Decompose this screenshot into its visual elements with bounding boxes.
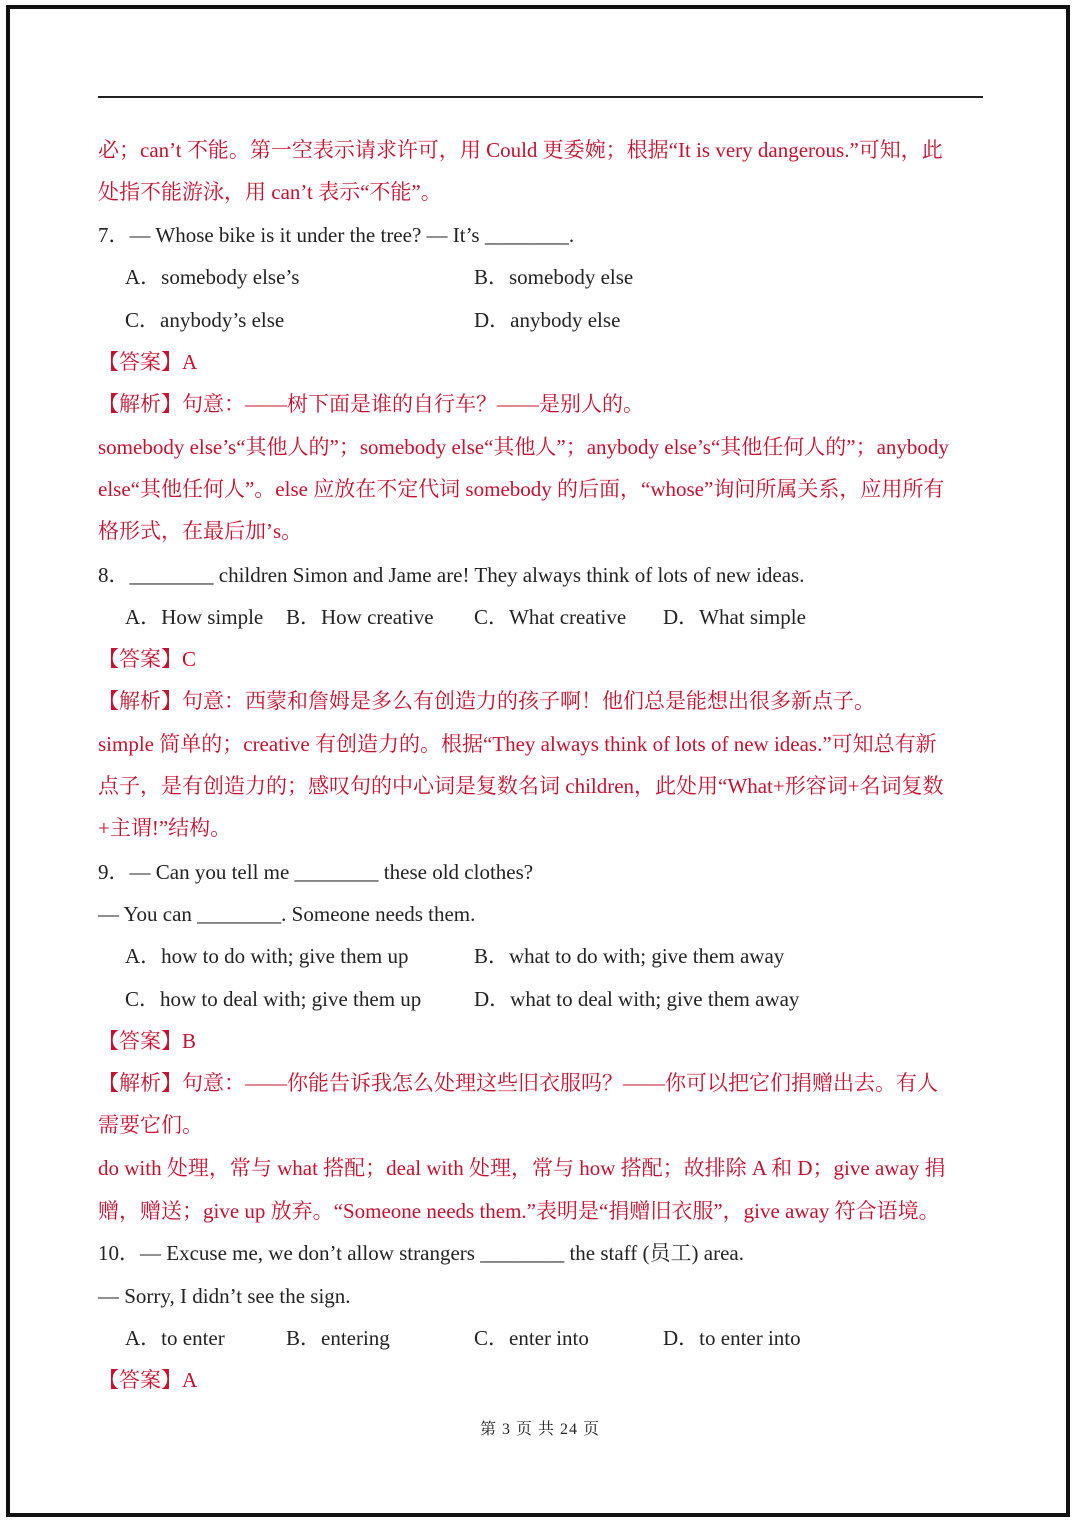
q8-explanation: +主谓!”结构。: [98, 816, 232, 840]
question-8: 8．________ children Simon and Jame are! They always think of lots of new ideas.: [98, 563, 805, 587]
q10-option-c: C．enter into: [474, 1326, 589, 1350]
q8-answer: 【答案】C: [98, 647, 197, 671]
q7-option-d: D．anybody else: [474, 308, 621, 332]
q9-explanation: do with 处理，常与 what 搭配；deal with 处理，常与 how 搭配；故排除 A 和 D；give away 捐: [98, 1156, 946, 1180]
q9-answer: 【答案】B: [98, 1029, 197, 1053]
q9-option-c: C．how to deal with; give them up: [125, 987, 422, 1011]
q7-explanation: 【解析】句意：——树下面是谁的自行车？——是别人的。: [98, 392, 644, 416]
q7-option-b: B．somebody else: [474, 265, 634, 289]
q8-explanation: 【解析】句意：西蒙和詹姆是多么有创造力的孩子啊！他们总是能想出很多新点子。: [98, 689, 875, 713]
header-rule: [98, 96, 983, 98]
q7-explanation: 格形式，在最后加’s。: [98, 519, 303, 543]
q7-option-c: C．anybody’s else: [125, 308, 285, 332]
q9-explanation: 赠，赠送；give up 放弃。“Someone needs them.”表明是“捐赠旧衣服”，give away 符合语境。: [98, 1199, 940, 1223]
q7-answer: 【答案】A: [98, 350, 198, 374]
q8-option-a: A．How simple: [125, 605, 264, 629]
q10-option-a: A．to enter: [125, 1326, 225, 1350]
question-10: 10．— Excuse me, we don’t allow strangers ________ the staff (员工) area.: [98, 1241, 744, 1265]
q8-option-c: C．What creative: [474, 605, 627, 629]
q8-explanation: simple 简单的；creative 有创造力的。根据“They always think of lots of new ideas.”可知总有新: [98, 732, 937, 756]
q10-option-b: B．entering: [286, 1326, 390, 1350]
question-7: 7．— Whose bike is it under the tree? — It’s ________.: [98, 223, 575, 247]
q8-explanation: 点子，是有创造力的；感叹句的中心词是复数名词 children，此处用“What+形容词+名词复数: [98, 774, 944, 798]
page-number: 第 3 页 共 24 页: [479, 1421, 600, 1438]
q7-option-a: A．somebody else’s: [125, 265, 300, 289]
question-9-reply: — You can ________. Someone needs them.: [98, 902, 476, 926]
q8-option-b: B．How creative: [286, 605, 434, 629]
explanation-line: 处指不能游泳，用 can’t 表示“不能”。: [98, 180, 442, 204]
q10-answer: 【答案】A: [98, 1368, 198, 1392]
q9-option-d: D．what to deal with; give them away: [474, 987, 800, 1011]
q9-option-a: A．how to do with; give them up: [125, 944, 409, 968]
q9-explanation: 【解析】句意：——你能告诉我怎么处理这些旧衣服吗？——你可以把它们捐赠出去。有人: [98, 1071, 938, 1095]
explanation-line: 必；can’t 不能。第一空表示请求许可，用 Could 更委婉；根据“It is very dangerous.”可知，此: [98, 138, 943, 162]
q10-option-d: D．to enter into: [663, 1326, 801, 1350]
q9-option-b: B．what to do with; give them away: [474, 944, 785, 968]
q7-explanation: somebody else’s“其他人的”；somebody else“其他人”；anybody else’s“其他任何人的”；anybody: [98, 435, 949, 459]
q7-explanation: else“其他任何人”。else 应放在不定代词 somebody 的后面，“whose”询问所属关系，应用所有: [98, 477, 945, 501]
question-10-reply: — Sorry, I didn’t see the sign.: [98, 1284, 351, 1308]
question-9: 9．— Can you tell me ________ these old clothes?: [98, 860, 534, 884]
q9-explanation: 需要它们。: [98, 1113, 203, 1137]
q8-option-d: D．What simple: [663, 605, 806, 629]
